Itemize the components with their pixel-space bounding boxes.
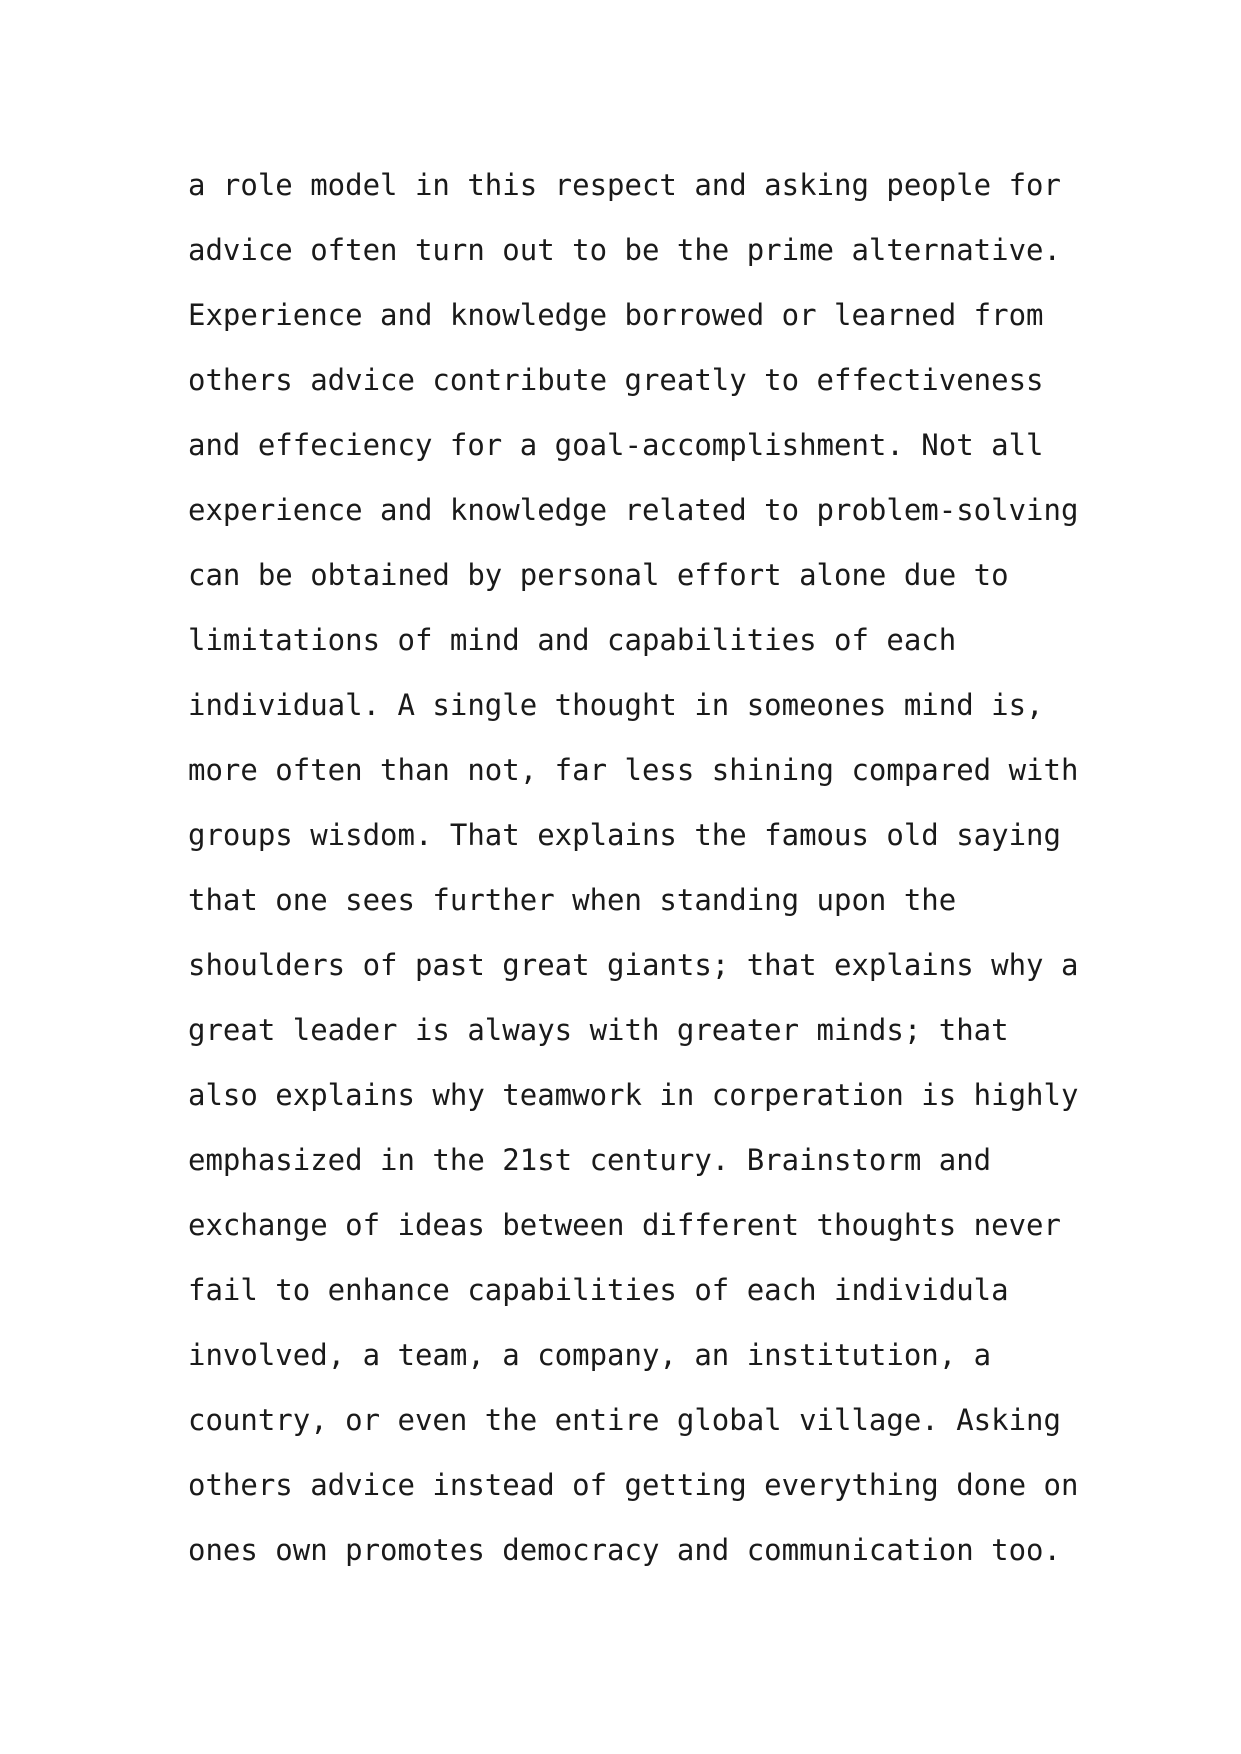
- text-line: exchange of ideas between different thoughts never: [188, 1208, 1061, 1242]
- text-line: shoulders of past great giants; that explains why a: [188, 948, 1079, 982]
- text-line: advice often turn out to be the prime alternative.: [188, 233, 1061, 267]
- text-line: emphasized in the 21st century. Brainstorm and: [188, 1143, 992, 1177]
- body-paragraph: [188, 160, 1088, 1590]
- text-line: experience and knowledge related to problem-solving: [188, 493, 1079, 527]
- text-line: ones own promotes democracy and communication too.: [188, 1533, 1061, 1567]
- text-line: fail to enhance capabilities of each individula: [188, 1273, 1009, 1307]
- text-line: also explains why teamwork in corperation is highly: [188, 1078, 1079, 1112]
- text-line: great leader is always with greater minds; that: [188, 1013, 1009, 1047]
- text-line: that one sees further when standing upon the: [188, 883, 957, 917]
- text-line: a role model in this respect and asking people for: [188, 168, 1061, 202]
- text-line: involved, a team, a company, an institution, a: [188, 1338, 992, 1372]
- text-line: individual. A single thought in someones mind is,: [188, 688, 1044, 722]
- text-line: groups wisdom. That explains the famous old saying: [188, 818, 1061, 852]
- text-line: others advice instead of getting everything done on: [188, 1468, 1079, 1502]
- text-line: Experience and knowledge borrowed or learned from: [188, 298, 1044, 332]
- text-line: others advice contribute greatly to effectiveness: [188, 363, 1044, 397]
- text-line: limitations of mind and capabilities of each: [188, 623, 957, 657]
- text-line: can be obtained by personal effort alone due to: [188, 558, 1009, 592]
- text-line: country, or even the entire global village. Asking: [188, 1403, 1061, 1437]
- text-line: and effeciency for a goal-accomplishment. Not all: [188, 428, 1044, 462]
- text-line: more often than not, far less shining compared with: [188, 753, 1079, 787]
